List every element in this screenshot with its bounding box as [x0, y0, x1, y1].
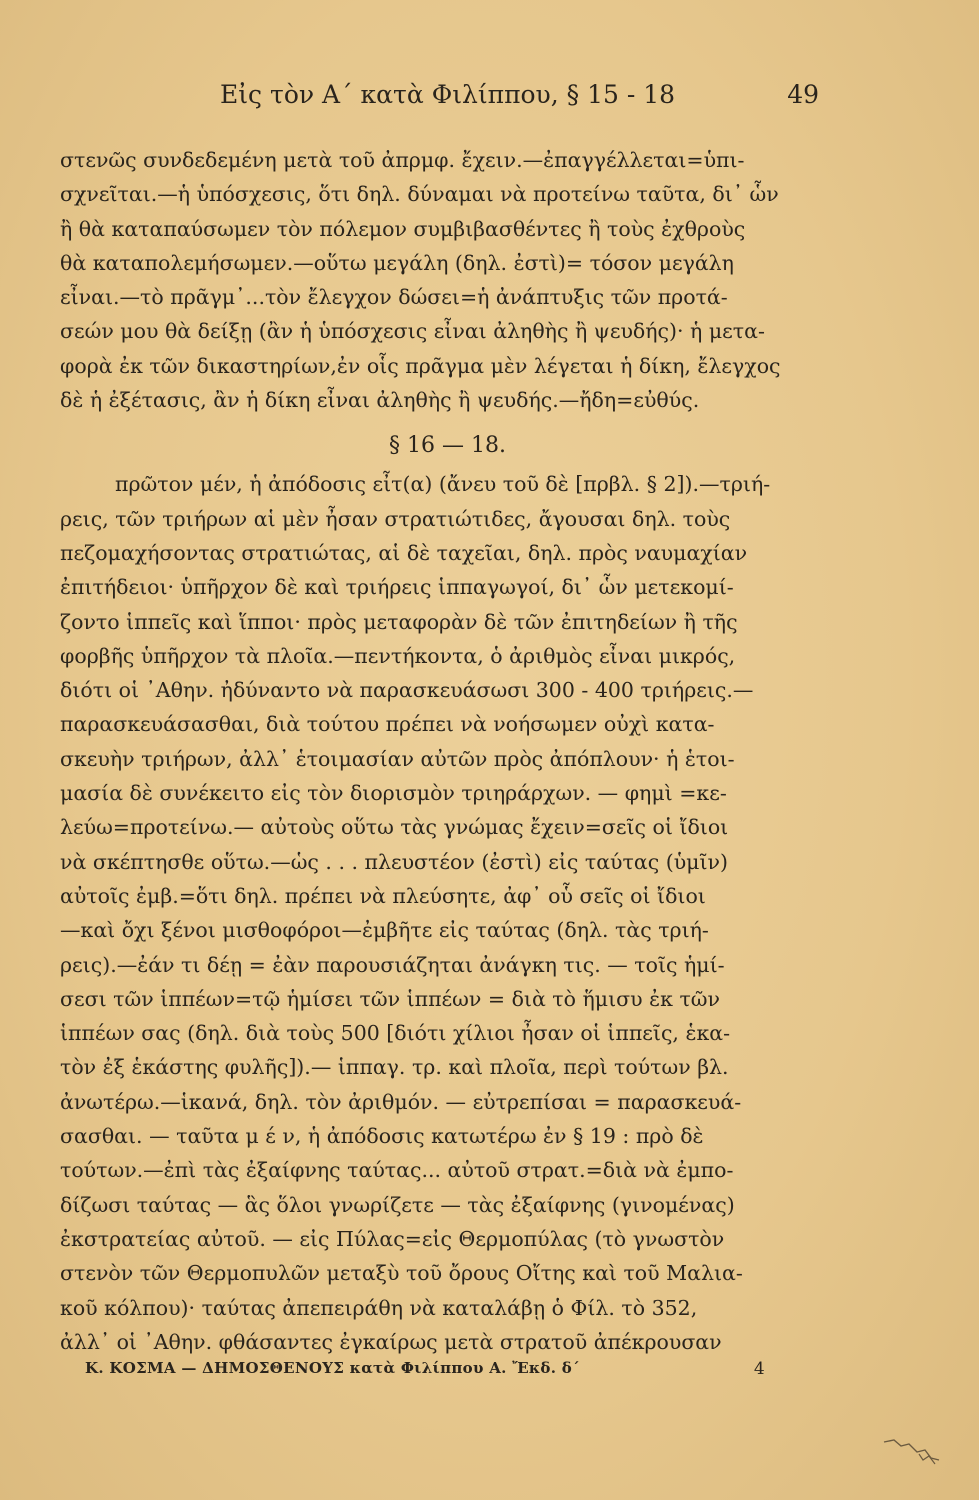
text-line: δίζωσι ταύτας — ἃς ὅλοι γνωρίζετε — τὰς ἐξαίφνης (γινομένας)	[60, 1192, 735, 1217]
text-line: στενῶς συνδεδεμένη μετὰ τοῦ ἀπρμφ. ἔχειν.—ἐπαγγέλλεται=ὑπι-	[60, 148, 745, 172]
signature-mark: 4	[753, 1359, 765, 1379]
text-line: εἶναι.—τὸ πρᾶγμ᾽...τὸν ἔλεγχον δώσει=ἡ ἀνάπτυξις τῶν προτά-	[60, 285, 728, 310]
text-line: σασθαι. — ταῦτα μ έ ν, ἡ ἀπόδοσις κατωτέρω ἐν § 19 : πρὸ δὲ	[60, 1124, 704, 1149]
text-line: ζοντο ἱππεῖς καὶ ἵπποι· πρὸς μεταφορὰν δὲ τῶν ἐπιτηδείων ἢ τῆς	[60, 609, 738, 634]
text-line: παρασκευάσασθαι, διὰ τούτου πρέπει νὰ νοήσωμεν οὐχὶ κατα-	[60, 712, 715, 737]
text-line: σκευὴν τριήρων, ἀλλ᾽ ἑτοιμασίαν αὐτῶν πρὸς ἀπόπλουν· ἡ ἑτοι-	[60, 746, 735, 771]
text-line: νὰ σκέπτησθε οὕτω.—ὡς . . . πλευστέον (ἐστὶ) εἰς ταύτας (ὑμῖν)	[60, 849, 728, 874]
text-line: ἀλλ᾽ οἱ ᾽Αθην. φθάσαντες ἐγκαίρως μετὰ στρατοῦ ἀπέκρουσαν	[60, 1329, 722, 1354]
ink-smudge-icon	[879, 1430, 949, 1470]
page-number: 49	[787, 80, 819, 109]
running-header	[60, 80, 819, 120]
text-line: σεών μου θὰ δείξῃ (ἂν ἡ ὑπόσχεσις εἶναι ἀληθὴς ἢ ψευδής)· ἡ μετα-	[60, 319, 765, 344]
footer-text: Κ. ΚΟΣΜΑ — ΔΗΜΟΣΘΕΝΟΥΣ κατὰ Φιλίππου Α. Ἔκδ. δ΄	[85, 1359, 580, 1377]
text-line: ἐκστρατείας αὐτοῦ. — εἰς Πύλας=εἰς Θερμοπύλας (τὸ γνωστὸν	[60, 1226, 725, 1251]
text-line: φορὰ ἐκ τῶν δικαστηρίων,ἐν οἷς πρᾶγμα μὲν λέγεται ἡ δίκη, ἔλεγχος	[60, 353, 781, 378]
text-line: στενὸν τῶν Θερμοπυλῶν μεταξὺ τοῦ ὄρους Οἴτης καὶ τοῦ Μαλια-	[60, 1261, 743, 1286]
text-line: πρῶτον μέν, ἡ ἀπόδοσις εἶτ(α) (ἄνευ τοῦ δὲ [πρβλ. § 2]).—τριή-	[115, 472, 771, 497]
text-line: σχνεῖται.—ἡ ὑπόσχεσις, ὅτι δηλ. δύναμαι νὰ προτείνω ταῦτα, δι᾽ ὧν	[60, 182, 779, 207]
text-line: ρεις, τῶν τριήρων αἱ μὲν ἦσαν στρατιώτιδες, ἄγουσαι δηλ. τοὺς	[60, 506, 731, 531]
text-line: κοῦ κόλπου)· ταύτας ἀπεπειράθη νὰ καταλάβῃ ὁ Φίλ. τὸ 352,	[60, 1295, 698, 1320]
text-line: μασία δὲ συνέκειτο εἰς τὸν διορισμὸν τριηράρχων. — φημὶ =κε-	[60, 781, 727, 806]
text-line: ἢ θὰ καταπαύσωμεν τὸν πόλεμον συμβιβασθέντες ἢ τοὺς ἐχθροὺς	[60, 216, 746, 241]
printer-footer	[85, 1359, 785, 1389]
text-line: πεζομαχήσοντας στρατιώτας, αἱ δὲ ταχεῖαι, δηλ. πρὸς ναυμαχίαν	[60, 540, 748, 565]
section-heading: § 16 — 18.	[389, 433, 506, 459]
text-line: —καὶ ὄχι ξένοι μισθοφόροι—ἐμβῆτε εἰς ταύτας (δηλ. τὰς τριή-	[60, 918, 709, 943]
text-line: ἱππέων σας (δηλ. διὰ τοὺς 500 [διότι χίλιοι ἦσαν οἱ ἱππεῖς, ἑκα-	[60, 1021, 731, 1046]
text-line: ἀνωτέρω.—ἱκανά, δηλ. τὸν ἀριθμόν. — εὐτρεπίσαι = παρασκευά-	[60, 1089, 742, 1114]
text-line: δὲ ἡ ἐξέτασις, ἂν ἡ δίκη εἶναι ἀληθὴς ἢ ψευδής.—ἤδη=εὐθύς.	[60, 388, 700, 413]
text-line: ρεις).—ἐάν τι δέῃ = ἐὰν παρουσιάζηται ἀνάγκη τις. — τοῖς ἡμί-	[60, 952, 725, 977]
text-line: διότι οἱ ᾽Αθην. ἠδύναντο νὰ παρασκευάσωσι 300 - 400 τριήρεις.—	[60, 678, 754, 703]
text-line: λεύω=προτείνω.— αὐτοὺς οὕτω τὰς γνώμας ἔχειν=σεῖς οἱ ἴδιοι	[60, 815, 729, 840]
text-line: αὐτοῖς ἐμβ.=ὅτι δηλ. πρέπει νὰ πλεύσητε, ἀφ᾽ οὗ σεῖς οἱ ἴδιοι	[60, 883, 706, 908]
text-line: φορβῆς ὑπῆρχον τὰ πλοῖα.—πεντήκοντα, ὁ ἀριθμὸς εἶναι μικρός,	[60, 643, 736, 668]
text-line: θὰ καταπολεμήσωμεν.—οὕτω μεγάλη (δηλ. ἐστὶ)= τόσον μεγάλη	[60, 250, 734, 275]
text-line: ἐπιτήδειοι· ὑπῆρχον δὲ καὶ τριήρεις ἱππαγωγοί, δι᾽ ὧν μετεκομί-	[60, 575, 734, 600]
text-line: τὸν ἐξ ἑκάστης φυλῆς]).— ἱππαγ. τρ. καὶ πλοῖα, περὶ τούτων βλ.	[60, 1055, 729, 1080]
page-body	[60, 143, 815, 1359]
text-line: σεσι τῶν ἱππέων=τῷ ἡμίσει τῶν ἱππέων = διὰ τὸ ἥμισυ ἐκ τῶν	[60, 986, 720, 1011]
text-line: τούτων.—ἐπὶ τὰς ἐξαίφνης ταύτας... αὐτοῦ στρατ.=διὰ νὰ ἐμπο-	[60, 1158, 734, 1183]
header-title: Εἰς τὸν Α΄ κατὰ Φιλίππου, § 15 - 18	[220, 80, 676, 109]
